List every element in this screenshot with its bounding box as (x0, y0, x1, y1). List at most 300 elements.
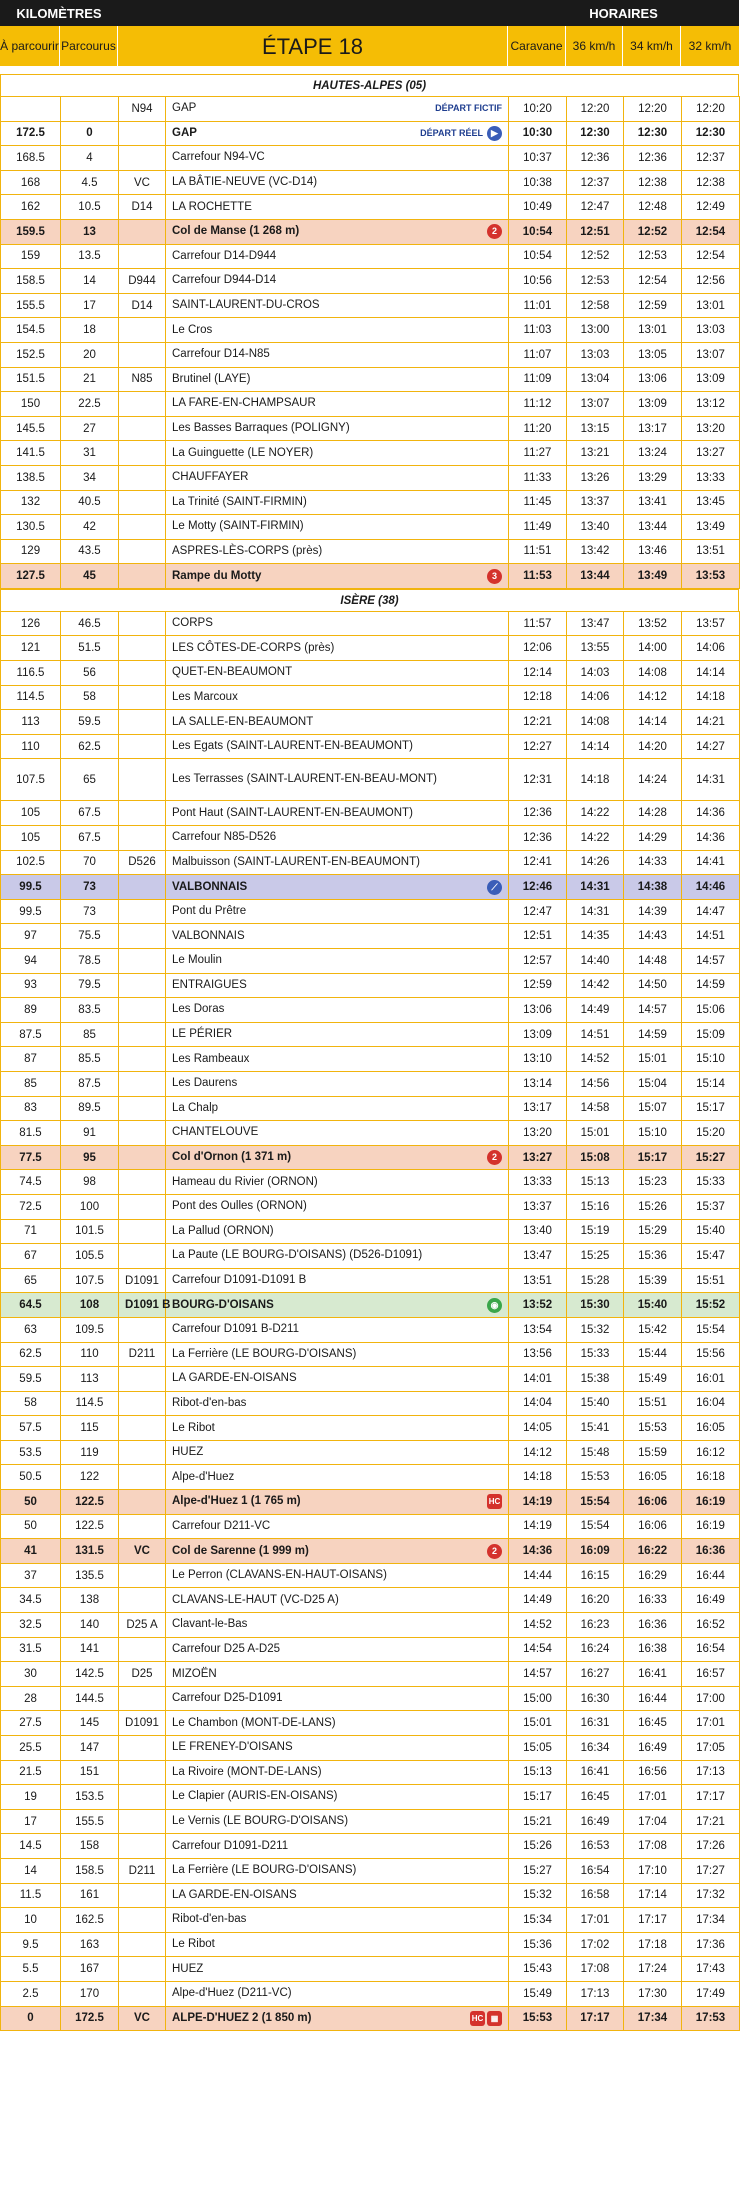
time-32kmh-cell: 16:49 (682, 1588, 740, 1613)
time-caravane-cell: 11:51 (509, 539, 567, 564)
place-cell (166, 1981, 509, 2006)
km-parcourus-cell: 100 (61, 1194, 119, 1219)
header-top-row (0, 0, 739, 26)
place-cell (166, 850, 509, 875)
place-cell (166, 1858, 509, 1883)
table-row (1, 1022, 740, 1047)
place-name: Alpe-d'Huez 1 (1 765 m) (172, 1495, 301, 1508)
km-parcourus-cell: 67.5 (61, 826, 119, 851)
table-row (1, 1981, 740, 2006)
km-parcourus-cell: 172.5 (61, 2006, 119, 2031)
time-36kmh-cell: 13:40 (567, 515, 624, 540)
road-cell (119, 1637, 166, 1662)
table-row (1, 1736, 740, 1761)
time-32kmh-cell: 13:57 (682, 611, 740, 636)
km-parcourus-cell: 145 (61, 1711, 119, 1736)
time-32kmh-cell: 12:56 (682, 269, 740, 294)
place-name: La Ferrière (LE BOURG-D'OISANS) (172, 1347, 357, 1360)
place-cell (166, 416, 509, 441)
time-caravane-cell: 11:09 (509, 367, 567, 392)
climb-category-icon: 3 (487, 569, 502, 584)
km-parcourus-cell: 162.5 (61, 1908, 119, 1933)
table-row (1, 850, 740, 875)
road-cell (119, 1490, 166, 1515)
road-cell (119, 759, 166, 801)
table-row (1, 801, 740, 826)
place-cell (166, 899, 509, 924)
place-marker (435, 102, 502, 115)
table-row (1, 1957, 740, 1982)
road-cell (119, 1686, 166, 1711)
km-a-parcourir-cell: 67 (1, 1244, 61, 1269)
time-34kmh-cell: 14:38 (624, 875, 682, 900)
road-cell (119, 1465, 166, 1490)
time-caravane-cell: 11:27 (509, 441, 567, 466)
km-parcourus-cell: 167 (61, 1957, 119, 1982)
time-caravane-cell: 13:27 (509, 1145, 567, 1170)
place-cell (166, 269, 509, 294)
km-a-parcourir-cell: 77.5 (1, 1145, 61, 1170)
time-caravane-cell: 15:17 (509, 1785, 567, 1810)
stage-title: ÉTAPE 18 (118, 26, 508, 66)
place-name: Carrefour D1091-D211 (172, 1839, 289, 1852)
road-cell (119, 1391, 166, 1416)
time-34kmh-cell: 15:39 (624, 1268, 682, 1293)
time-34kmh-cell: 16:38 (624, 1637, 682, 1662)
time-34kmh-cell: 15:53 (624, 1416, 682, 1441)
time-34kmh-cell: 12:38 (624, 170, 682, 195)
time-32kmh-cell: 16:18 (682, 1465, 740, 1490)
place-name: La Ferrière (LE BOURG-D'OISANS) (172, 1864, 357, 1877)
time-caravane-cell: 11:45 (509, 490, 567, 515)
time-36kmh-cell: 14:58 (567, 1096, 624, 1121)
timetable-section-1 (0, 96, 740, 589)
place-cell (166, 949, 509, 974)
table-row (1, 367, 740, 392)
place-name: Carrefour D25-D1091 (172, 1692, 283, 1705)
km-parcourus-cell: 45 (61, 564, 119, 589)
place-cell (166, 1391, 509, 1416)
table-row (1, 1121, 740, 1146)
time-caravane-cell: 13:52 (509, 1293, 567, 1318)
place-cell (166, 1588, 509, 1613)
place-name: Les Daurens (172, 1077, 238, 1090)
time-34kmh-cell: 16:33 (624, 1588, 682, 1613)
time-caravane-cell: 14:19 (509, 1490, 567, 1515)
time-32kmh-cell: 13:09 (682, 367, 740, 392)
time-36kmh-cell: 17:13 (567, 1981, 624, 2006)
table-row (1, 1908, 740, 1933)
time-36kmh-cell: 12:58 (567, 293, 624, 318)
time-32kmh-cell: 15:06 (682, 998, 740, 1023)
km-a-parcourir-cell: 99.5 (1, 899, 61, 924)
table-row (1, 949, 740, 974)
place-name: Le Vernis (LE BOURG-D'OISANS) (172, 1815, 349, 1828)
time-34kmh-cell: 12:54 (624, 269, 682, 294)
km-parcourus-cell: 43.5 (61, 539, 119, 564)
road-cell: D25 A (119, 1613, 166, 1638)
km-parcourus-cell: 155.5 (61, 1809, 119, 1834)
table-row (1, 1637, 740, 1662)
time-36kmh-cell: 16:15 (567, 1563, 624, 1588)
place-name: Le Cros (172, 323, 213, 336)
time-32kmh-cell: 16:04 (682, 1391, 740, 1416)
road-cell (119, 416, 166, 441)
col-32kmh: 32 km/h (688, 38, 732, 53)
time-36kmh-cell: 16:09 (567, 1539, 624, 1564)
place-cell (166, 1047, 509, 1072)
time-34kmh-cell: 14:39 (624, 899, 682, 924)
place-cell (166, 1785, 509, 1810)
km-a-parcourir-cell: 145.5 (1, 416, 61, 441)
time-34kmh-cell: 17:30 (624, 1981, 682, 2006)
time-36kmh-cell: 15:30 (567, 1293, 624, 1318)
time-36kmh-cell: 14:31 (567, 875, 624, 900)
road-cell (119, 318, 166, 343)
road-cell (119, 710, 166, 735)
road-cell (119, 1440, 166, 1465)
place-cell (166, 1932, 509, 1957)
time-caravane-cell: 13:54 (509, 1317, 567, 1342)
km-parcourus-cell (61, 97, 119, 122)
table-row (1, 661, 740, 686)
road-cell: N85 (119, 367, 166, 392)
place-cell (166, 1121, 509, 1146)
time-32kmh-cell: 15:56 (682, 1342, 740, 1367)
time-36kmh-cell: 15:54 (567, 1514, 624, 1539)
time-32kmh-cell: 13:45 (682, 490, 740, 515)
time-34kmh-cell: 16:44 (624, 1686, 682, 1711)
km-a-parcourir-cell: 105 (1, 801, 61, 826)
road-cell (119, 899, 166, 924)
km-a-parcourir-cell: 99.5 (1, 875, 61, 900)
time-32kmh-cell: 15:40 (682, 1219, 740, 1244)
place-name: LA GARDE-EN-OISANS (172, 1888, 297, 1901)
place-name: ALPE-D'HUEZ 2 (1 850 m) (172, 2011, 312, 2024)
time-32kmh-cell: 16:19 (682, 1490, 740, 1515)
table-row (1, 973, 740, 998)
km-a-parcourir-cell: 151.5 (1, 367, 61, 392)
time-32kmh-cell: 17:01 (682, 1711, 740, 1736)
place-marker (470, 2011, 502, 2026)
col-caravane: Caravane (508, 26, 566, 66)
km-parcourus-cell: 144.5 (61, 1686, 119, 1711)
time-32kmh-cell: 12:49 (682, 195, 740, 220)
place-name: LA SALLE-EN-BEAUMONT (172, 715, 314, 728)
table-row (1, 826, 740, 851)
km-parcourus-cell: 141 (61, 1637, 119, 1662)
time-32kmh-cell: 12:30 (682, 121, 740, 146)
road-cell (119, 826, 166, 851)
time-32kmh-cell: 17:13 (682, 1760, 740, 1785)
road-cell (119, 1834, 166, 1859)
time-32kmh-cell: 16:52 (682, 1613, 740, 1638)
road-cell: D211 (119, 1858, 166, 1883)
time-36kmh-cell: 17:01 (567, 1908, 624, 1933)
road-cell: VC (119, 2006, 166, 2031)
place-cell (166, 219, 509, 244)
time-34kmh-cell: 12:48 (624, 195, 682, 220)
time-32kmh-cell: 17:00 (682, 1686, 740, 1711)
place-cell (166, 195, 509, 220)
time-caravane-cell: 12:31 (509, 759, 567, 801)
road-cell (119, 1219, 166, 1244)
time-34kmh-cell: 17:04 (624, 1809, 682, 1834)
time-caravane-cell: 15:21 (509, 1809, 567, 1834)
km-a-parcourir-cell: 21.5 (1, 1760, 61, 1785)
place-name: Carrefour D14-D944 (172, 249, 277, 262)
time-32kmh-cell: 14:21 (682, 710, 740, 735)
green-sprint-icon: ◉ (487, 1298, 502, 1313)
table-row (1, 924, 740, 949)
km-a-parcourir-cell: 126 (1, 611, 61, 636)
time-36kmh-cell: 15:13 (567, 1170, 624, 1195)
time-36kmh-cell: 13:42 (567, 539, 624, 564)
time-34kmh-cell: 17:08 (624, 1834, 682, 1859)
place-name: Carrefour D25 A-D25 (172, 1642, 281, 1655)
table-row (1, 441, 740, 466)
time-34kmh-cell: 17:17 (624, 1908, 682, 1933)
table-row (1, 1809, 740, 1834)
road-cell (119, 973, 166, 998)
km-parcourus-cell: 161 (61, 1883, 119, 1908)
time-32kmh-cell: 13:27 (682, 441, 740, 466)
place-cell (166, 1736, 509, 1761)
time-caravane-cell: 15:05 (509, 1736, 567, 1761)
time-36kmh-cell: 13:55 (567, 636, 624, 661)
hors-categorie-icon: HC (470, 2011, 485, 2026)
place-cell (166, 1440, 509, 1465)
road-cell: D211 (119, 1342, 166, 1367)
time-caravane-cell: 15:53 (509, 2006, 567, 2031)
road-cell: D526 (119, 850, 166, 875)
km-parcourus-cell: 56 (61, 661, 119, 686)
place-cell (166, 1637, 509, 1662)
time-32kmh-cell: 17:34 (682, 1908, 740, 1933)
table-row (1, 759, 740, 801)
time-caravane-cell: 14:54 (509, 1637, 567, 1662)
time-32kmh-cell: 15:27 (682, 1145, 740, 1170)
time-32kmh-cell: 15:10 (682, 1047, 740, 1072)
time-32kmh-cell: 16:12 (682, 1440, 740, 1465)
time-32kmh-cell: 16:05 (682, 1416, 740, 1441)
table-row (1, 1539, 740, 1564)
table-row (1, 1883, 740, 1908)
km-a-parcourir-cell: 2.5 (1, 1981, 61, 2006)
time-36kmh-cell: 14:03 (567, 661, 624, 686)
place-cell (166, 293, 509, 318)
time-34kmh-cell: 16:22 (624, 1539, 682, 1564)
time-36kmh-cell: 15:08 (567, 1145, 624, 1170)
km-parcourus-cell: 83.5 (61, 998, 119, 1023)
time-34kmh-cell: 15:36 (624, 1244, 682, 1269)
place-cell (166, 1416, 509, 1441)
time-36kmh-cell: 13:21 (567, 441, 624, 466)
region-hautes-alpes: HAUTES-ALPES (05) (0, 74, 739, 96)
time-caravane-cell: 12:06 (509, 636, 567, 661)
table-row (1, 1932, 740, 1957)
km-a-parcourir-cell: 9.5 (1, 1932, 61, 1957)
time-caravane-cell: 14:19 (509, 1514, 567, 1539)
time-36kmh-cell: 15:33 (567, 1342, 624, 1367)
time-caravane-cell: 12:46 (509, 875, 567, 900)
time-caravane-cell: 14:05 (509, 1416, 567, 1441)
time-caravane-cell: 14:49 (509, 1588, 567, 1613)
table-row (1, 611, 740, 636)
km-parcourus-cell: 119 (61, 1440, 119, 1465)
table-row (1, 1367, 740, 1392)
place-cell (166, 121, 509, 146)
time-32kmh-cell: 16:36 (682, 1539, 740, 1564)
place-cell (166, 1539, 509, 1564)
time-34kmh-cell: 13:01 (624, 318, 682, 343)
time-32kmh-cell: 15:37 (682, 1194, 740, 1219)
place-name: CHAUFFAYER (172, 471, 249, 484)
km-a-parcourir-cell: 64.5 (1, 1293, 61, 1318)
km-a-parcourir-cell: 94 (1, 949, 61, 974)
road-cell (119, 564, 166, 589)
place-cell (166, 465, 509, 490)
km-parcourus-cell: 122.5 (61, 1514, 119, 1539)
place-name: La Chalp (172, 1101, 219, 1114)
time-36kmh-cell: 14:14 (567, 734, 624, 759)
time-34kmh-cell: 13:29 (624, 465, 682, 490)
time-32kmh-cell: 17:27 (682, 1858, 740, 1883)
table-row (1, 1686, 740, 1711)
place-cell (166, 564, 509, 589)
place-marker (487, 569, 502, 584)
place-name: Carrefour D211-VC (172, 1519, 271, 1532)
time-36kmh-cell: 14:56 (567, 1071, 624, 1096)
place-name: Col d'Ornon (1 371 m) (172, 1151, 292, 1164)
place-name: Alpe-d'Huez (D211-VC) (172, 1987, 292, 2000)
time-32kmh-cell: 14:27 (682, 734, 740, 759)
road-cell (119, 685, 166, 710)
place-marker (487, 880, 502, 895)
time-caravane-cell: 12:47 (509, 899, 567, 924)
table-row (1, 1760, 740, 1785)
time-36kmh-cell: 12:51 (567, 219, 624, 244)
place-cell (166, 710, 509, 735)
time-34kmh-cell: 13:52 (624, 611, 682, 636)
place-name: CLAVANS-LE-HAUT (VC-D25 A) (172, 1593, 339, 1606)
km-a-parcourir-cell: 63 (1, 1317, 61, 1342)
km-a-parcourir-cell: 87 (1, 1047, 61, 1072)
km-parcourus-cell: 62.5 (61, 734, 119, 759)
km-parcourus-cell: 163 (61, 1932, 119, 1957)
place-cell (166, 661, 509, 686)
place-name: ASPRES-LÈS-CORPS (près) (172, 544, 323, 557)
time-32kmh-cell: 17:05 (682, 1736, 740, 1761)
time-34kmh-cell: 15:01 (624, 1047, 682, 1072)
km-parcourus-cell: 18 (61, 318, 119, 343)
road-cell: D944 (119, 269, 166, 294)
time-34kmh-cell: 15:17 (624, 1145, 682, 1170)
place-cell (166, 1809, 509, 1834)
place-name: GAP (172, 102, 197, 115)
km-a-parcourir-cell: 105 (1, 826, 61, 851)
header-spacer (118, 0, 508, 26)
place-name: Brutinel (LAYE) (172, 372, 251, 385)
km-a-parcourir-cell: 89 (1, 998, 61, 1023)
km-a-parcourir-cell: 59.5 (1, 1367, 61, 1392)
time-34kmh-cell: 14:12 (624, 685, 682, 710)
road-cell: D25 (119, 1662, 166, 1687)
place-cell (166, 1170, 509, 1195)
col-a-parcourir: À parcourir (0, 26, 60, 66)
km-a-parcourir-cell: 50 (1, 1514, 61, 1539)
place-name: Le Chambon (MONT-DE-LANS) (172, 1716, 336, 1729)
place-name: BOURG-D'OISANS (172, 1298, 274, 1311)
km-a-parcourir-cell: 65 (1, 1268, 61, 1293)
time-36kmh-cell: 14:26 (567, 850, 624, 875)
time-caravane-cell: 13:47 (509, 1244, 567, 1269)
time-32kmh-cell: 13:20 (682, 416, 740, 441)
time-34kmh-cell: 15:04 (624, 1071, 682, 1096)
road-cell (119, 1809, 166, 1834)
km-parcourus-cell: 31 (61, 441, 119, 466)
table-row (1, 1490, 740, 1515)
place-cell (166, 1760, 509, 1785)
timetable-section-2 (0, 611, 740, 2031)
place-cell (166, 1342, 509, 1367)
km-parcourus-cell: 73 (61, 899, 119, 924)
km-parcourus-cell: 67.5 (61, 801, 119, 826)
time-34kmh-cell: 13:49 (624, 564, 682, 589)
time-32kmh-cell: 17:36 (682, 1932, 740, 1957)
road-cell (119, 441, 166, 466)
time-36kmh-cell: 16:20 (567, 1588, 624, 1613)
time-32kmh-cell: 14:31 (682, 759, 740, 801)
time-caravane-cell: 12:36 (509, 826, 567, 851)
road-cell (119, 1170, 166, 1195)
km-a-parcourir-cell: 97 (1, 924, 61, 949)
place-name: Clavant-le-Bas (172, 1618, 248, 1631)
place-marker (487, 1150, 502, 1165)
table-row (1, 1711, 740, 1736)
time-36kmh-cell: 15:54 (567, 1490, 624, 1515)
time-caravane-cell: 15:36 (509, 1932, 567, 1957)
place-name: QUET-EN-BEAUMONT (172, 666, 293, 679)
time-36kmh-cell: 14:35 (567, 924, 624, 949)
time-caravane-cell: 11:49 (509, 515, 567, 540)
time-caravane-cell: 15:43 (509, 1957, 567, 1982)
place-cell (166, 1490, 509, 1515)
time-34kmh-cell: 12:36 (624, 146, 682, 171)
km-a-parcourir-cell: 83 (1, 1096, 61, 1121)
km-a-parcourir-cell: 158.5 (1, 269, 61, 294)
place-cell (166, 1317, 509, 1342)
table-row (1, 1465, 740, 1490)
time-32kmh-cell: 12:20 (682, 97, 740, 122)
time-34kmh-cell: 15:07 (624, 1096, 682, 1121)
time-36kmh-cell: 13:07 (567, 392, 624, 417)
road-cell (119, 1071, 166, 1096)
time-32kmh-cell: 16:44 (682, 1563, 740, 1588)
road-cell (119, 244, 166, 269)
km-parcourus-cell: 142.5 (61, 1662, 119, 1687)
time-32kmh-cell: 15:17 (682, 1096, 740, 1121)
time-34kmh-cell: 12:20 (624, 97, 682, 122)
km-parcourus-cell: 109.5 (61, 1317, 119, 1342)
time-36kmh-cell: 13:15 (567, 416, 624, 441)
time-36kmh-cell: 15:28 (567, 1268, 624, 1293)
time-36kmh-cell: 17:08 (567, 1957, 624, 1982)
sprint-icon: ⟋ (487, 880, 502, 895)
km-a-parcourir-cell: 141.5 (1, 441, 61, 466)
place-name: HUEZ (172, 1446, 204, 1459)
time-36kmh-cell: 13:44 (567, 564, 624, 589)
